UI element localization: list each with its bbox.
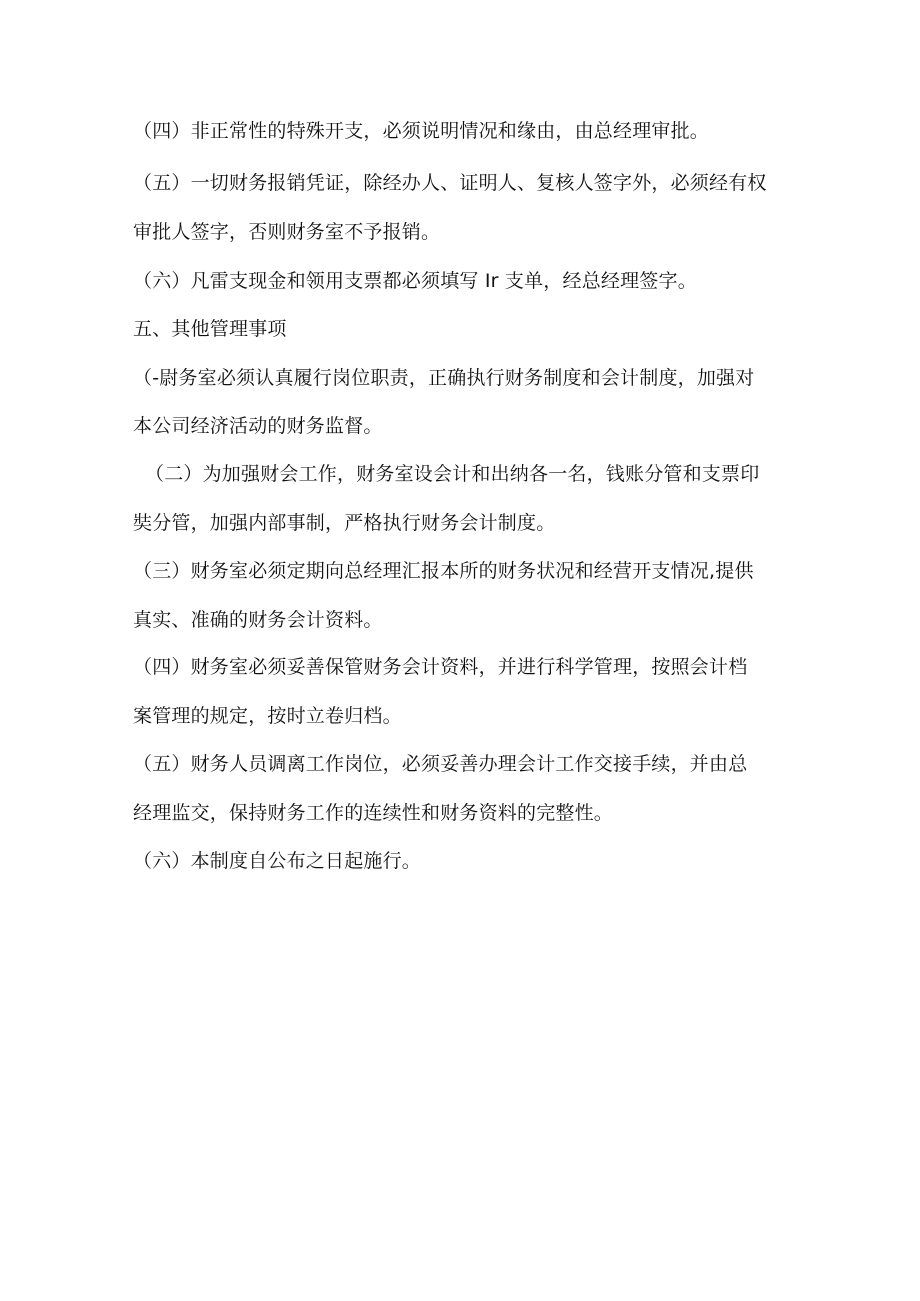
text-line: （四）财务室必须妥善保管财务会计资料，并进行科学管理，按照会计档: [133, 656, 748, 678]
text-line: （五）财务人员调离工作岗位，必须妥善办理会计工作交接手续，并由总: [133, 753, 748, 775]
text-line: （三）财务室必须定期向总经理汇报本所的财务状况和经营开支情况,提供: [133, 560, 754, 582]
text-line: 奘分管，加强内部事制，严格执行财务会计制度。: [133, 512, 556, 534]
text-line: 案管理的规定，按时立卷归档。: [133, 705, 402, 727]
text-line: （二）为加强财会工作，财务室设会计和出纳各一名，钱账分管和支票印: [145, 463, 760, 485]
text-line: （-尉务室必须认真履行岗位职责，正确执行财务制度和会计制度，加强对: [133, 367, 755, 389]
section-heading: 五、其他管理事项: [133, 318, 287, 340]
text-line: （六）本制度自公布之日起施行。: [133, 850, 422, 872]
text-line: 本公司经济活动的财务监督。: [133, 415, 383, 437]
text-line: 审批人签字，否则财务室不予报销。: [133, 221, 441, 243]
text-line: 真实、准确的财务会计资料。: [133, 609, 383, 631]
text-line: （五）一切财务报销凭证，除经办人、证明人、复核人签字外，必须经有权: [133, 172, 767, 194]
text-line: 经理监交，保持财务工作的连续性和财务资料的完整性。: [133, 802, 614, 824]
text-line: （六）凡雷支现金和领用支票都必须填写 Ir 支单，经总经理签字。: [133, 270, 697, 292]
text-line: （四）非正常性的特殊开支，必须说明情况和缘由，由总经理审批。: [133, 120, 710, 142]
